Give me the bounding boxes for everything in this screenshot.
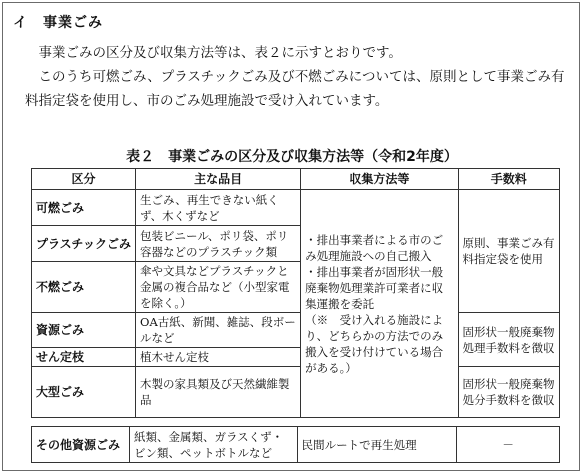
category-cell: せん定枝 (32, 348, 136, 367)
method-cell (301, 190, 458, 418)
table-row (32, 367, 560, 418)
category-cell: 大型ごみ (32, 367, 136, 418)
other-resources-table (31, 426, 560, 463)
header-fee: 手数料 (458, 169, 559, 190)
method-text: ・排出事業者による市のごみ処理施設への自己搬入 ・排出事業者が固形状一般廃棄物処理業許可業者に収集運搬を委託 （※ 受け入れる施設により、どちらかの方法でのみ搬入を受け付けている場合がある。） (305, 232, 444, 375)
table-row (32, 427, 560, 463)
header-method: 収集方法等 (301, 169, 458, 190)
fee-cell: － (457, 427, 560, 463)
fee-cell-processing: 固形状一般廃棄物処理手数料を徴収 (458, 313, 559, 367)
waste-category-table (31, 168, 560, 418)
paragraph-2: このうち可燃ごみ、プラスチックごみ及び不燃ごみについては、原則として事業ごみ有料指定袋を使用し、市のごみ処理施設で受け入れています。 (25, 69, 565, 109)
document-frame (2, 2, 580, 471)
header-items: 主な品目 (136, 169, 301, 190)
items-cell: 紙類、金属類、ガラスくず・ビン類、ペットボトルなど (129, 427, 297, 463)
category-cell: プラスチックごみ (32, 226, 136, 262)
table-row (32, 190, 560, 226)
items-cell: 木製の家具類及び天然繊維製品 (136, 367, 301, 418)
method-cell: 民間ルートで再生処理 (297, 427, 457, 463)
items-cell: 植木せん定枝 (136, 348, 301, 367)
category-cell: その他資源ごみ (32, 427, 130, 463)
table-caption: 表２ 事業ごみの区分及び収集方法等（令和2年度） (126, 149, 458, 165)
paragraph-1: 事業ごみの区分及び収集方法等は、表２に示すとおりです。 (25, 45, 402, 61)
category-cell: 可燃ごみ (32, 190, 136, 226)
category-cell: 不燃ごみ (32, 262, 136, 313)
items-cell: OA古紙、新聞、雑誌、段ボールなど (136, 313, 301, 348)
section-heading: イ 事業ごみ (13, 15, 103, 31)
header-category: 区分 (32, 169, 136, 190)
table-row (32, 313, 560, 348)
table-header-row (32, 169, 560, 190)
fee-cell-bag: 原則、事業ごみ有料指定袋を使用 (458, 190, 559, 313)
items-cell: 包装ビニール、ポリ袋、ポリ容器などのプラスチック類 (136, 226, 301, 262)
items-cell: 傘や文具などプラスチックと金属の複合品など（小型家電を除く。） (136, 262, 301, 313)
items-cell: 生ごみ、再生できない紙くず、木くずなど (136, 190, 301, 226)
fee-cell-disposal: 固形状一般廃棄物処分手数料を徴収 (458, 367, 559, 418)
category-cell: 資源ごみ (32, 313, 136, 348)
